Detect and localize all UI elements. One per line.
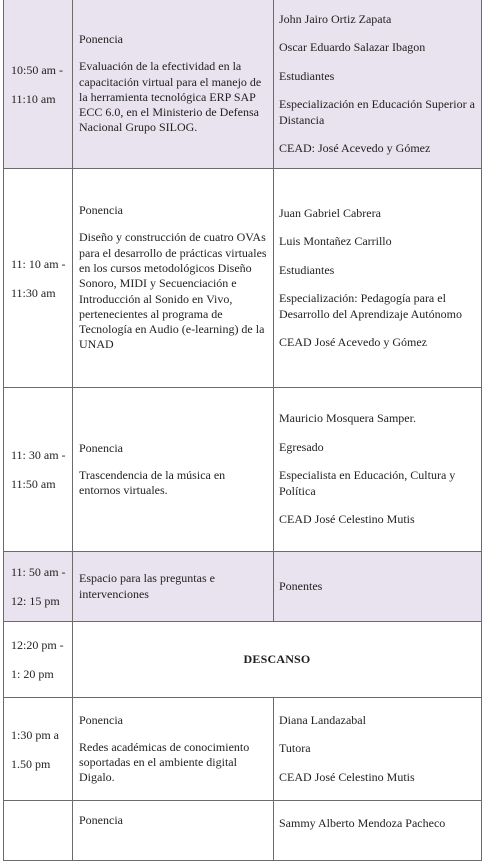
time-end: 11:10 am: [11, 91, 56, 106]
session-type-label: Ponencia: [79, 32, 123, 47]
table-row: [4, 0, 482, 169]
time-start: 11: 10 am -: [11, 256, 66, 271]
content-cell: [73, 801, 274, 861]
time-cell: [4, 552, 73, 622]
session-title: Trascendencia de la música en entornos virtuales.: [79, 467, 226, 497]
time-cell: [4, 622, 73, 698]
content-cell: [73, 698, 274, 801]
table-row: [4, 801, 482, 861]
speaker-role: Egresado: [279, 439, 324, 454]
speakers-cell: [274, 801, 482, 861]
speaker-program: Especialista en Educación, Cultura y Política: [279, 468, 456, 498]
time-end: 1: 20 pm: [11, 667, 54, 681]
time-end: 11:50 am: [11, 477, 56, 491]
time-cell: [4, 388, 73, 552]
speaker-role: Tutora: [279, 741, 311, 756]
speaker-name: Juan Gabriel Cabrera: [279, 205, 381, 220]
content-cell: [73, 552, 274, 622]
speaker-location: CEAD José Celestino Mutis: [279, 512, 415, 527]
table-row: [4, 552, 482, 622]
speaker-program: Especialización: Pedagogía para el Desarrollo del Aprendizaje Autónomo: [279, 291, 462, 321]
speakers-cell: [274, 169, 482, 388]
speaker-program: Especialización en Educación Superior a Distancia: [279, 97, 475, 127]
time-cell: [4, 0, 73, 169]
time-start: 11: 50 am -: [11, 565, 66, 579]
speaker-location: CEAD: José Acevedo y Gómez: [279, 141, 431, 155]
time-end: 12: 15 pm: [11, 594, 60, 608]
speakers-cell: [274, 388, 482, 552]
schedule-table: [3, 0, 482, 861]
break-label: DESCANSO: [243, 652, 311, 666]
time-cell: [4, 698, 73, 801]
speaker-name: John Jairo Ortiz Zapata: [279, 11, 392, 26]
time-cell: [4, 801, 73, 861]
speaker-name: Sammy Alberto Mendoza Pacheco: [279, 816, 446, 830]
table-row: [4, 388, 482, 552]
speaker-name: Ponentes: [279, 578, 323, 593]
content-cell: [73, 388, 274, 552]
session-title: Evaluación de la efectividad en la capacitación virtual para el manejo de la herramienta tecnológica ERP SAP ECC 6.0, en el Ministerio de Defensa Nacional Grupo SILOG.: [79, 59, 262, 135]
session-title: Espacio para las preguntas e intervenciones: [79, 571, 215, 601]
speaker-name: Diana Landazabal: [279, 712, 366, 727]
session-type-label: Ponencia: [79, 712, 123, 727]
time-end: 11:30 am: [11, 285, 56, 300]
speaker-name: Mauricio Mosquera Samper.: [279, 411, 416, 426]
speaker-role: Estudiantes: [279, 262, 335, 277]
time-start: 10:50 am -: [11, 62, 63, 77]
time-end: 1.50 pm: [11, 756, 51, 771]
speaker-role: Estudiantes: [279, 68, 335, 83]
content-cell: [73, 169, 274, 388]
speakers-cell: [274, 552, 482, 622]
table-row: [4, 698, 482, 801]
speaker-name: Luis Montañez Carrillo: [279, 234, 392, 248]
table-row: [4, 169, 482, 388]
speakers-cell: [274, 0, 482, 169]
speakers-cell: [274, 698, 482, 801]
content-cell: [73, 0, 274, 169]
time-cell: [4, 169, 73, 388]
session-type-label: Ponencia: [79, 440, 123, 455]
speaker-name: Oscar Eduardo Salazar Ibagon: [279, 40, 426, 54]
session-type-label: Ponencia: [79, 813, 123, 827]
speaker-location: CEAD José Celestino Mutis: [279, 769, 415, 784]
time-start: 11: 30 am -: [11, 448, 66, 462]
session-title: Redes académicas de conocimiento soportadas en el ambiente digital Digalo.: [79, 739, 250, 785]
time-start: 12:20 pm -: [11, 638, 64, 652]
session-title: Diseño y construcción de cuatro OVAs para el desarrollo de prácticas virtuales en los cursos metodológicos Diseño Sonoro, MIDI y Secuenciación e Introducción al Sonido en Vivo, pertenecientes al programa de Tecnología en Audio (e-learning) de la UNAD: [79, 230, 267, 352]
break-cell: [73, 622, 482, 698]
session-type-label: Ponencia: [79, 203, 123, 218]
time-start: 1:30 pm a: [11, 727, 59, 742]
speaker-location: CEAD José Acevedo y Gómez: [279, 335, 427, 349]
table-row: [4, 622, 482, 698]
